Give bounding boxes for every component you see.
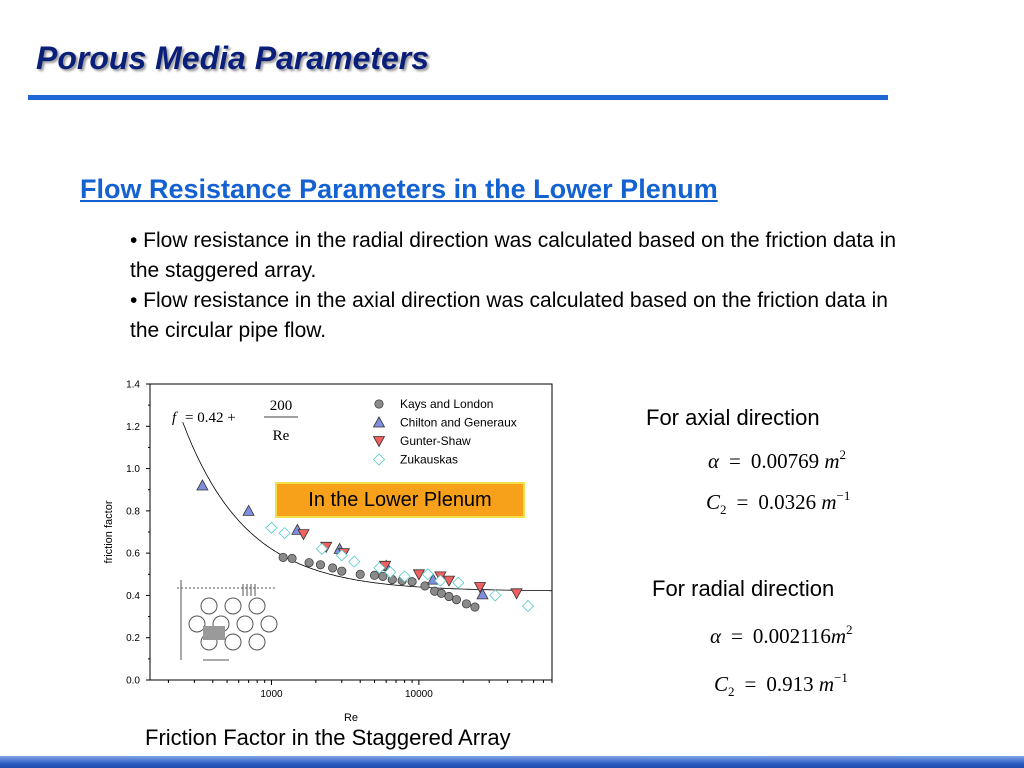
c-symbol: C (714, 672, 729, 696)
data-point-kays-and-london (338, 567, 346, 575)
legend-label: Gunter-Shaw (400, 434, 471, 448)
data-point-kays-and-london (408, 577, 416, 585)
data-point-kays-and-london (328, 564, 336, 572)
x-axis (168, 680, 552, 700)
chart-caption: Friction Factor in the Staggered Array (145, 725, 511, 750)
data-point-kays-and-london (370, 571, 378, 579)
bullet-axial: • Flow resistance in the axial direction was calculated based on the friction data in the circular pipe flow. (130, 289, 888, 342)
data-point-kays-and-london (445, 592, 453, 600)
slide-title: Porous Media Parameters (36, 40, 430, 76)
c-subscript: 2 (728, 684, 735, 699)
data-point-kays-and-london (452, 595, 460, 603)
y-tick-label: 0.8 (126, 506, 140, 518)
axial-c2-equation (706, 488, 850, 518)
y-axis (126, 380, 150, 687)
unit-m: m (821, 490, 837, 514)
radial-alpha-equation (710, 622, 853, 649)
section-heading[interactable]: Flow Resistance Parameters in the Lower Plenum (80, 174, 718, 204)
legend-label: Kays and London (400, 397, 494, 411)
x-axis-label: Re (343, 712, 359, 722)
footer-bar (0, 756, 1024, 768)
legend-label: Zukauskas (400, 452, 459, 467)
unit-exponent: −1 (836, 488, 851, 503)
formula-constant: = 0.42 + (185, 410, 236, 426)
unit-exponent: 2 (846, 622, 853, 637)
legend-label: Chilton and Generaux (400, 415, 517, 430)
equals-sign: = (736, 490, 749, 514)
plenum-annotation (276, 483, 524, 517)
data-point-kays-and-london (279, 553, 287, 561)
c-symbol: C (706, 490, 721, 514)
formula-lhs: f (172, 410, 177, 426)
unit-exponent: −1 (834, 670, 848, 685)
formula-denominator: Re (272, 428, 290, 444)
y-tick-label: 0.0 (126, 675, 140, 687)
data-point-kays-and-london (288, 554, 296, 562)
y-tick-label: 0.4 (126, 590, 140, 602)
x-tick-label: 1000 (260, 689, 283, 700)
legend-marker (375, 400, 383, 408)
data-point-kays-and-london (356, 570, 364, 578)
y-tick-label: 0.6 (126, 548, 140, 560)
axial-alpha-equation (708, 447, 846, 474)
x-tick-label: 10000 (404, 689, 433, 700)
chart-svg (90, 372, 570, 722)
bullet-list (130, 226, 920, 346)
y-axis-label: friction factor (103, 500, 115, 564)
unit-m: m (830, 624, 847, 648)
data-point-kays-and-london (316, 561, 324, 569)
alpha-symbol: α (708, 449, 720, 473)
equals-sign: = (744, 672, 757, 696)
friction-factor-chart (90, 372, 570, 722)
bullet-radial: • Flow resistance in the radial direction was calculated based on the friction data in the staggered array. (130, 229, 897, 282)
data-point-kays-and-london (305, 558, 313, 566)
data-point-kays-and-london (471, 603, 479, 611)
unit-m: m (818, 672, 835, 696)
axial-alpha-value: 0.00769 (750, 449, 820, 473)
annotation-text: In the Lower Plenum (308, 489, 492, 511)
radial-c2-equation (714, 670, 848, 700)
data-point-kays-and-london (437, 589, 445, 597)
y-tick-label: 1.0 (126, 464, 140, 476)
equals-sign: = (729, 449, 741, 473)
axial-direction-label: For axial direction (646, 405, 820, 430)
title-underline (28, 95, 888, 100)
alpha-symbol: α (710, 624, 722, 648)
y-tick-label: 1.2 (126, 421, 140, 433)
y-tick-label: 0.2 (126, 633, 140, 645)
formula-numerator: 200 (269, 398, 293, 414)
radial-alpha-value: 0.002116 (752, 624, 831, 648)
unit-m: m (824, 449, 840, 473)
radial-c2-value: 0.913 (766, 672, 814, 696)
y-tick-label: 1.4 (126, 379, 140, 391)
data-point-kays-and-london (462, 600, 470, 608)
radial-direction-label: For radial direction (652, 576, 835, 601)
axial-c2-value: 0.0326 (758, 490, 817, 514)
equals-sign: = (731, 624, 743, 648)
unit-exponent: 2 (839, 447, 847, 462)
c-subscript: 2 (720, 502, 727, 517)
